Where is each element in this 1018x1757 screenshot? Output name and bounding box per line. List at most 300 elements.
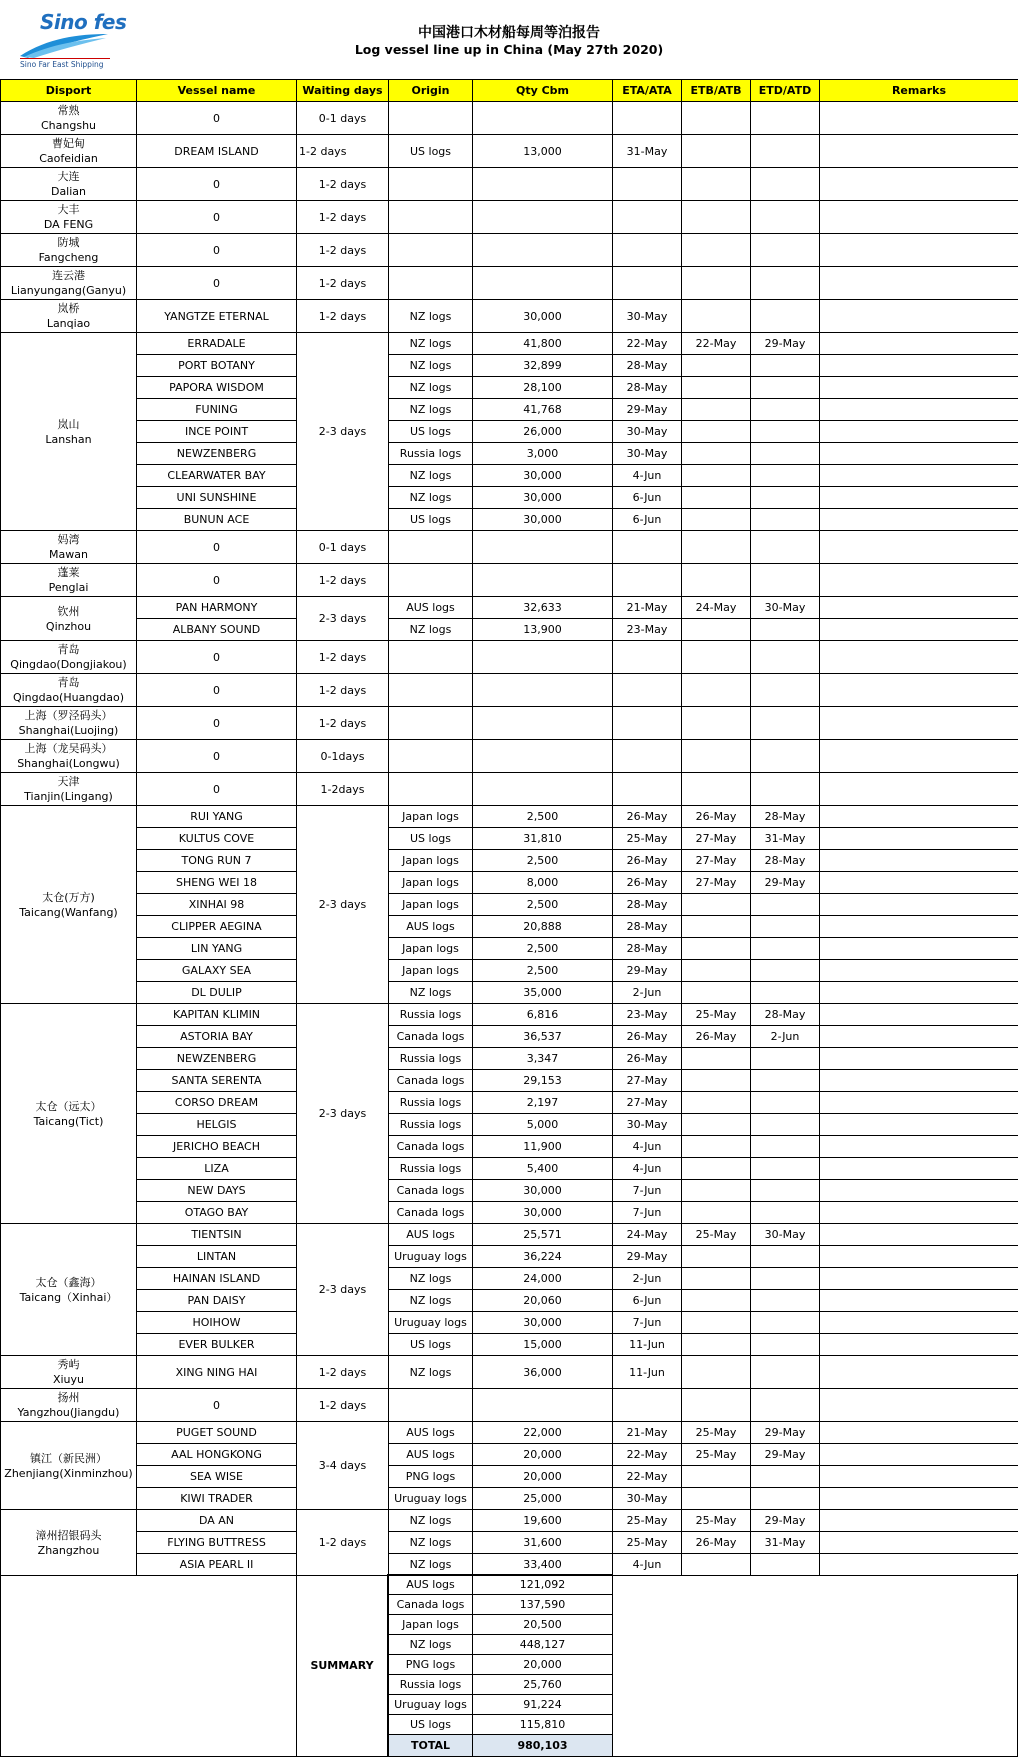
qty-cell: 2,500	[473, 806, 613, 828]
summary-origin: Canada logs	[389, 1595, 473, 1615]
origin-cell: Canada logs	[389, 1136, 473, 1158]
table-row	[1, 1444, 1018, 1466]
disport-cell	[1, 1510, 137, 1576]
disport-name-cn: 漳州招银码头	[35, 1528, 102, 1542]
eta-cell: 4-Jun	[613, 1158, 682, 1180]
remarks-cell	[820, 1202, 1018, 1224]
disport-name-en: Qingdao(Huangdao)	[12, 691, 125, 704]
table-row	[1, 1268, 1018, 1290]
eta-cell: 28-May	[613, 916, 682, 938]
origin-cell: NZ logs	[389, 487, 473, 509]
origin-cell: NZ logs	[389, 377, 473, 399]
waiting-days-cell: 1-2 days	[297, 1510, 389, 1576]
remarks-cell	[820, 443, 1018, 465]
qty-cell: 5,000	[473, 1114, 613, 1136]
origin-cell: AUS logs	[389, 597, 473, 619]
disport-name-en: Zhenjiang(Xinminzhou)	[4, 1466, 133, 1480]
remarks-cell	[820, 1334, 1018, 1356]
origin-cell: US logs	[389, 509, 473, 531]
origin-cell: US logs	[389, 135, 473, 168]
vessel-name-cell: 0	[137, 564, 297, 597]
table-row	[1, 421, 1018, 443]
etb-cell	[682, 707, 751, 740]
table-row	[1, 1488, 1018, 1510]
origin-cell: NZ logs	[389, 1356, 473, 1389]
waiting-days-cell: 1-2 days	[297, 1356, 389, 1389]
etd-cell	[751, 1334, 820, 1356]
origin-cell: Canada logs	[389, 1026, 473, 1048]
remarks-cell	[820, 168, 1018, 201]
vessel-name-cell: CLIPPER AEGINA	[137, 916, 297, 938]
etb-cell	[682, 421, 751, 443]
disport-name-cn: 上海（龙吴码头）	[24, 742, 113, 755]
remarks-cell	[820, 1422, 1018, 1444]
remarks-cell	[820, 960, 1018, 982]
qty-cell: 30,000	[473, 465, 613, 487]
remarks-cell	[820, 1180, 1018, 1202]
etb-cell	[682, 1114, 751, 1136]
disport-cell	[1, 1356, 137, 1389]
etd-cell	[751, 267, 820, 300]
disport-name-cn: 上海（罗泾码头）	[24, 709, 113, 722]
table-row	[1, 300, 1018, 333]
table-row	[1, 1334, 1018, 1356]
qty-cell: 19,600	[473, 1510, 613, 1532]
etb-cell	[682, 443, 751, 465]
remarks-cell	[820, 1070, 1018, 1092]
disport-name-cn: 太仓(万方)	[42, 890, 95, 904]
waiting-days-cell: 2-3 days	[297, 806, 389, 1004]
disport-cell	[1, 707, 137, 740]
table-row	[1, 740, 1018, 773]
table-row	[1, 1466, 1018, 1488]
table-row	[1, 1356, 1018, 1389]
table-row	[1, 1532, 1018, 1554]
remarks-cell	[820, 1554, 1018, 1576]
etb-cell	[682, 135, 751, 168]
remarks-cell	[820, 399, 1018, 421]
table-row	[1, 982, 1018, 1004]
eta-cell: 26-May	[613, 1026, 682, 1048]
etd-cell: 28-May	[751, 806, 820, 828]
remarks-cell	[820, 201, 1018, 234]
waiting-days-cell: 1-2 days	[297, 564, 389, 597]
vessel-name-cell: 0	[137, 707, 297, 740]
eta-cell: 27-May	[613, 1092, 682, 1114]
remarks-cell	[820, 850, 1018, 872]
eta-cell: 30-May	[613, 1114, 682, 1136]
eta-cell: 4-Jun	[613, 1136, 682, 1158]
disport-name-en: Qingdao(Dongjiakou)	[10, 658, 127, 671]
origin-cell: Uruguay logs	[389, 1246, 473, 1268]
etb-cell: 27-May	[682, 850, 751, 872]
etd-cell: 30-May	[751, 1224, 820, 1246]
disport-cell	[1, 740, 137, 773]
eta-cell	[613, 773, 682, 806]
origin-cell	[389, 234, 473, 267]
remarks-cell	[820, 1312, 1018, 1334]
waiting-days-cell: 1-2days	[297, 773, 389, 806]
etd-cell	[751, 1312, 820, 1334]
origin-cell: Japan logs	[389, 938, 473, 960]
eta-cell	[613, 564, 682, 597]
summary-total-row	[389, 1735, 613, 1757]
eta-cell: 11-Jun	[613, 1334, 682, 1356]
origin-cell: AUS logs	[389, 1444, 473, 1466]
eta-cell: 6-Jun	[613, 487, 682, 509]
etd-cell	[751, 1290, 820, 1312]
etb-cell	[682, 773, 751, 806]
eta-cell: 2-Jun	[613, 982, 682, 1004]
vessel-name-cell: 0	[137, 674, 297, 707]
remarks-cell	[820, 564, 1018, 597]
table-row	[1, 465, 1018, 487]
etb-cell: 25-May	[682, 1422, 751, 1444]
origin-cell: Russia logs	[389, 1114, 473, 1136]
eta-cell	[613, 267, 682, 300]
qty-cell: 25,000	[473, 1488, 613, 1510]
summary-section	[0, 1574, 1018, 1757]
qty-cell: 30,000	[473, 1180, 613, 1202]
remarks-cell	[820, 619, 1018, 641]
vessel-name-cell: PAPORA WISDOM	[137, 377, 297, 399]
etb-cell	[682, 564, 751, 597]
etb-cell	[682, 894, 751, 916]
eta-cell: 24-May	[613, 1224, 682, 1246]
origin-cell: Japan logs	[389, 806, 473, 828]
qty-cell: 3,000	[473, 443, 613, 465]
summary-qty: 115,810	[473, 1715, 613, 1735]
table-row	[1, 1070, 1018, 1092]
remarks-cell	[820, 1224, 1018, 1246]
remarks-cell	[820, 1389, 1018, 1422]
etd-cell	[751, 982, 820, 1004]
table-body	[1, 102, 1018, 1576]
eta-cell: 31-May	[613, 135, 682, 168]
remarks-cell	[820, 1532, 1018, 1554]
etd-cell	[751, 773, 820, 806]
origin-cell: Uruguay logs	[389, 1488, 473, 1510]
table-row	[1, 201, 1018, 234]
etd-cell	[751, 443, 820, 465]
etd-cell	[751, 399, 820, 421]
qty-cell: 20,060	[473, 1290, 613, 1312]
eta-cell: 22-May	[613, 1444, 682, 1466]
origin-cell: NZ logs	[389, 300, 473, 333]
eta-cell: 26-May	[613, 872, 682, 894]
waiting-days-cell: 2-3 days	[297, 1224, 389, 1356]
qty-cell	[473, 531, 613, 564]
vessel-name-cell: ASIA PEARL II	[137, 1554, 297, 1576]
etd-cell	[751, 487, 820, 509]
summary-qty: 448,127	[473, 1635, 613, 1655]
etd-cell	[751, 1136, 820, 1158]
etb-cell	[682, 201, 751, 234]
qty-cell: 30,000	[473, 509, 613, 531]
remarks-cell	[820, 674, 1018, 707]
table-row	[1, 1422, 1018, 1444]
disport-cell	[1, 333, 137, 531]
etd-cell	[751, 641, 820, 674]
remarks-cell	[820, 102, 1018, 135]
etb-cell	[682, 1048, 751, 1070]
disport-name-en: Dalian	[50, 185, 87, 198]
origin-cell: Russia logs	[389, 1092, 473, 1114]
vessel-name-cell: PUGET SOUND	[137, 1422, 297, 1444]
remarks-cell	[820, 597, 1018, 619]
eta-cell: 4-Jun	[613, 1554, 682, 1576]
remarks-cell	[820, 1466, 1018, 1488]
eta-cell: 29-May	[613, 960, 682, 982]
qty-cell	[473, 201, 613, 234]
origin-cell: Uruguay logs	[389, 1312, 473, 1334]
disport-name-en: Mawan	[49, 548, 88, 561]
remarks-cell	[820, 1246, 1018, 1268]
disport-name-en: Taicang(Wanfang)	[19, 905, 118, 919]
vessel-name-cell: OTAGO BAY	[137, 1202, 297, 1224]
origin-cell: Japan logs	[389, 850, 473, 872]
disport-name-cn: 秀屿	[57, 1358, 80, 1371]
disport-name-en: Fangcheng	[38, 251, 99, 264]
origin-cell: NZ logs	[389, 619, 473, 641]
column-header-waiting-days: Waiting days	[297, 80, 389, 102]
vessel-name-cell: HAINAN ISLAND	[137, 1268, 297, 1290]
column-header-eta: ETA/ATA	[613, 80, 682, 102]
qty-cell	[473, 234, 613, 267]
etb-cell: 25-May	[682, 1510, 751, 1532]
origin-cell: US logs	[389, 1334, 473, 1356]
disport-name-en: Yangzhou(Jiangdu)	[17, 1406, 120, 1419]
etd-cell	[751, 1114, 820, 1136]
remarks-cell	[820, 1356, 1018, 1389]
disport-cell	[1, 1389, 137, 1422]
disport-name-en: Zhangzhou	[37, 1543, 100, 1557]
remarks-cell	[820, 1004, 1018, 1026]
origin-cell: PNG logs	[389, 1466, 473, 1488]
etb-cell	[682, 740, 751, 773]
vessel-name-cell: KIWI TRADER	[137, 1488, 297, 1510]
origin-cell: NZ logs	[389, 465, 473, 487]
etb-cell: 22-May	[682, 333, 751, 355]
table-row	[1, 938, 1018, 960]
etb-cell	[682, 619, 751, 641]
disport-name-cn: 大丰	[57, 203, 80, 216]
etb-cell	[682, 377, 751, 399]
etb-cell	[682, 1466, 751, 1488]
vessel-name-cell: 0	[137, 267, 297, 300]
origin-cell: Canada logs	[389, 1070, 473, 1092]
etd-cell: 28-May	[751, 850, 820, 872]
etb-cell	[682, 234, 751, 267]
disport-name-cn: 妈湾	[57, 533, 80, 546]
waiting-days-cell: 2-3 days	[297, 1004, 389, 1224]
qty-cell	[473, 707, 613, 740]
disport-name-cn: 蓬莱	[57, 566, 80, 579]
vessel-name-cell: DL DULIP	[137, 982, 297, 1004]
etb-cell	[682, 355, 751, 377]
qty-cell: 11,900	[473, 1136, 613, 1158]
origin-cell	[389, 531, 473, 564]
disport-name-cn: 常熟	[57, 104, 80, 117]
qty-cell: 2,500	[473, 960, 613, 982]
origin-cell: Japan logs	[389, 872, 473, 894]
summary-qty: 121,092	[473, 1575, 613, 1595]
table-row	[1, 916, 1018, 938]
origin-cell: Canada logs	[389, 1202, 473, 1224]
origin-cell	[389, 674, 473, 707]
origin-cell	[389, 707, 473, 740]
qty-cell	[473, 168, 613, 201]
etb-cell	[682, 916, 751, 938]
etb-cell	[682, 1158, 751, 1180]
report-title-cn: 中国港口木材船每周等泊报告	[418, 25, 600, 41]
vessel-name-cell: 0	[137, 168, 297, 201]
vessel-name-cell: 0	[137, 234, 297, 267]
etd-cell	[751, 531, 820, 564]
qty-cell: 25,571	[473, 1224, 613, 1246]
table-row	[1, 1389, 1018, 1422]
eta-cell: 2-Jun	[613, 1268, 682, 1290]
disport-name-cn: 太仓（远太）	[35, 1099, 102, 1113]
eta-cell: 30-May	[613, 443, 682, 465]
disport-name-en: Taicang(Tict)	[33, 1114, 104, 1128]
etd-cell	[751, 1466, 820, 1488]
remarks-cell	[820, 894, 1018, 916]
vessel-lineup-table	[0, 79, 1018, 1576]
etb-cell	[682, 1070, 751, 1092]
remarks-cell	[820, 377, 1018, 399]
vessel-name-cell: RUI YANG	[137, 806, 297, 828]
origin-cell: NZ logs	[389, 355, 473, 377]
etd-cell	[751, 421, 820, 443]
etd-cell	[751, 1092, 820, 1114]
origin-cell	[389, 267, 473, 300]
vessel-name-cell: PAN DAISY	[137, 1290, 297, 1312]
summary-origin: AUS logs	[389, 1575, 473, 1595]
eta-cell: 11-Jun	[613, 1356, 682, 1389]
qty-cell: 35,000	[473, 982, 613, 1004]
qty-cell: 8,000	[473, 872, 613, 894]
etb-cell	[682, 168, 751, 201]
vessel-name-cell: FUNING	[137, 399, 297, 421]
table-header-row	[1, 80, 1018, 102]
qty-cell: 13,900	[473, 619, 613, 641]
qty-cell: 36,224	[473, 1246, 613, 1268]
summary-row	[389, 1695, 613, 1715]
qty-cell	[473, 674, 613, 707]
qty-cell: 41,768	[473, 399, 613, 421]
table-row	[1, 674, 1018, 707]
remarks-cell	[820, 938, 1018, 960]
vessel-name-cell: HOIHOW	[137, 1312, 297, 1334]
etb-cell: 26-May	[682, 806, 751, 828]
vessel-name-cell: NEW DAYS	[137, 1180, 297, 1202]
table-row	[1, 806, 1018, 828]
etb-cell	[682, 102, 751, 135]
qty-cell	[473, 740, 613, 773]
summary-table	[388, 1574, 613, 1757]
etd-cell	[751, 234, 820, 267]
remarks-cell	[820, 1114, 1018, 1136]
eta-cell: 7-Jun	[613, 1202, 682, 1224]
table-row	[1, 564, 1018, 597]
etd-cell	[751, 300, 820, 333]
etd-cell	[751, 740, 820, 773]
remarks-cell	[820, 1290, 1018, 1312]
waiting-days-cell: 0-1 days	[297, 531, 389, 564]
disport-cell	[1, 674, 137, 707]
vessel-name-cell: FLYING BUTTRESS	[137, 1532, 297, 1554]
etd-cell: 29-May	[751, 1510, 820, 1532]
remarks-cell	[820, 916, 1018, 938]
table-row	[1, 487, 1018, 509]
etd-cell	[751, 707, 820, 740]
qty-cell: 31,600	[473, 1532, 613, 1554]
disport-name-cn: 岚桥	[57, 302, 80, 315]
qty-cell: 20,000	[473, 1466, 613, 1488]
etb-cell: 24-May	[682, 597, 751, 619]
disport-cell	[1, 641, 137, 674]
eta-cell: 26-May	[613, 1048, 682, 1070]
etb-cell	[682, 300, 751, 333]
eta-cell: 6-Jun	[613, 1290, 682, 1312]
table-row	[1, 1554, 1018, 1576]
etb-cell	[682, 1092, 751, 1114]
etb-cell	[682, 1389, 751, 1422]
qty-cell: 30,000	[473, 487, 613, 509]
table-row	[1, 399, 1018, 421]
table-row	[1, 135, 1018, 168]
vessel-name-cell: GALAXY SEA	[137, 960, 297, 982]
remarks-cell	[820, 740, 1018, 773]
qty-cell: 36,000	[473, 1356, 613, 1389]
summary-row	[389, 1595, 613, 1615]
eta-cell	[613, 168, 682, 201]
origin-cell: AUS logs	[389, 916, 473, 938]
summary-row	[389, 1615, 613, 1635]
etd-cell: 29-May	[751, 1422, 820, 1444]
etb-cell	[682, 1312, 751, 1334]
vessel-name-cell: BUNUN ACE	[137, 509, 297, 531]
summary-row	[389, 1655, 613, 1675]
vessel-name-cell: UNI SUNSHINE	[137, 487, 297, 509]
etb-cell	[682, 982, 751, 1004]
table-row	[1, 641, 1018, 674]
remarks-cell	[820, 982, 1018, 1004]
eta-cell: 23-May	[613, 1004, 682, 1026]
disport-name-cn: 大连	[57, 170, 80, 183]
table-row	[1, 872, 1018, 894]
vessel-name-cell: AAL HONGKONG	[137, 1444, 297, 1466]
etb-cell	[682, 1290, 751, 1312]
qty-cell: 2,500	[473, 894, 613, 916]
table-row	[1, 377, 1018, 399]
table-row	[1, 1158, 1018, 1180]
qty-cell	[473, 773, 613, 806]
origin-cell: Russia logs	[389, 1048, 473, 1070]
vessel-name-cell: 0	[137, 1389, 297, 1422]
summary-origin: Japan logs	[389, 1615, 473, 1635]
disport-name-en: Penglai	[48, 581, 89, 594]
remarks-cell	[820, 465, 1018, 487]
etd-cell	[751, 916, 820, 938]
etd-cell: 30-May	[751, 597, 820, 619]
disport-cell	[1, 773, 137, 806]
eta-cell	[613, 707, 682, 740]
etd-cell: 29-May	[751, 1444, 820, 1466]
logo-subtitle: Sino Far East Shipping	[20, 58, 110, 69]
table-row	[1, 1290, 1018, 1312]
